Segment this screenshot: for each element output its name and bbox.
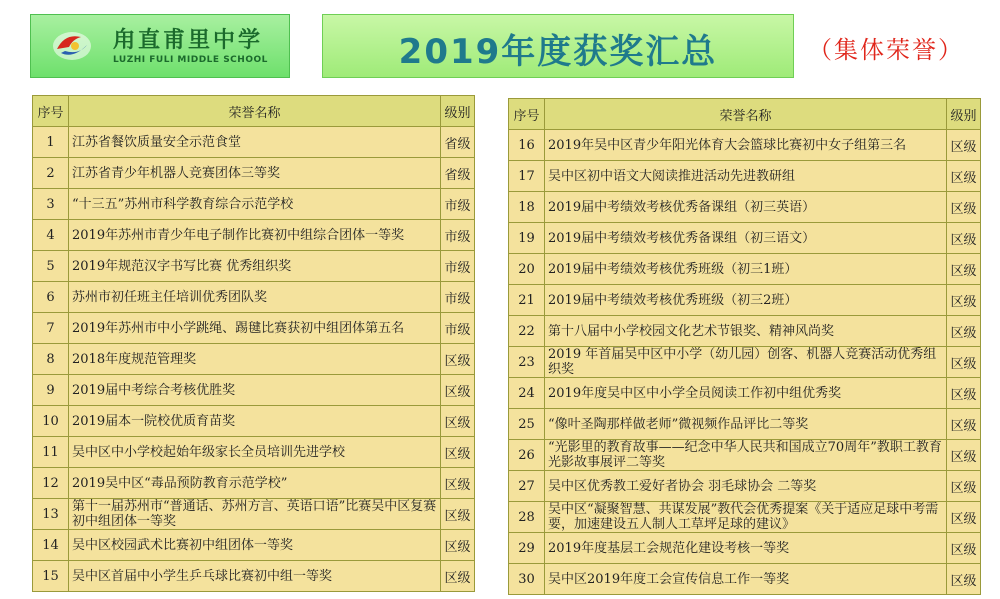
row-number: 30: [509, 564, 545, 595]
table-row: [33, 313, 475, 344]
honor-level: 区级: [947, 533, 981, 564]
honor-name: 2019 年首届吴中区中小学（幼儿园）创客、机器人竞赛活动优秀组织奖: [545, 347, 947, 378]
table-row: [33, 561, 475, 592]
honor-level: 区级: [441, 530, 475, 561]
header-num: 序号: [33, 96, 69, 127]
page-title: 2019年度获奖汇总: [398, 32, 718, 72]
table-row: [33, 189, 475, 220]
table-row: [33, 344, 475, 375]
table-row: [509, 471, 981, 502]
table-row: [509, 409, 981, 440]
honor-level: 省级: [441, 158, 475, 189]
honor-name: 苏州市初任班主任培训优秀团队奖: [69, 282, 441, 313]
table-row: [509, 502, 981, 533]
row-number: 25: [509, 409, 545, 440]
table-row: [33, 220, 475, 251]
honor-name: 江苏省餐饮质量安全示范食堂: [69, 127, 441, 158]
table-row: [33, 282, 475, 313]
honors-table-left: [32, 95, 475, 592]
table-row: [509, 130, 981, 161]
honor-level: 区级: [947, 254, 981, 285]
row-number: 18: [509, 192, 545, 223]
table-row: [33, 499, 475, 530]
row-number: 29: [509, 533, 545, 564]
header-level: 级别: [947, 99, 981, 130]
honor-level: 区级: [947, 471, 981, 502]
honor-name: “光影里的教育故事——纪念中华人民共和国成立70周年”教职工教育光影故事展评二等奖: [545, 440, 947, 471]
honor-level: 区级: [947, 223, 981, 254]
honor-name: 吴中区“凝聚智慧、共谋发展”教代会优秀提案《关于适应足球中考需要，加速建设五人制人工草坪足球的建议》: [545, 502, 947, 533]
school-emblem-icon: [51, 29, 93, 63]
honor-name: 2019届中考绩效考核优秀班级（初三1班）: [545, 254, 947, 285]
row-number: 10: [33, 406, 69, 437]
row-number: 20: [509, 254, 545, 285]
honor-name: 吴中区2019年度工会宣传信息工作一等奖: [545, 564, 947, 595]
honor-name: 吴中区初中语文大阅读推进活动先进教研组: [545, 161, 947, 192]
honor-level: 区级: [947, 347, 981, 378]
table-row: [509, 192, 981, 223]
honor-level: 区级: [441, 437, 475, 468]
table-row: [509, 440, 981, 471]
honor-level: 区级: [947, 440, 981, 471]
table-row: [33, 251, 475, 282]
header-num: 序号: [509, 99, 545, 130]
honor-name: “十三五”苏州市科学教育综合示范学校: [69, 189, 441, 220]
row-number: 12: [33, 468, 69, 499]
honor-name: 第十八届中小学校园文化艺术节银奖、精神风尚奖: [545, 316, 947, 347]
table-row: [509, 564, 981, 595]
honor-level: 区级: [947, 502, 981, 533]
honor-level: 区级: [947, 378, 981, 409]
honor-level: 市级: [441, 251, 475, 282]
honor-level: 市级: [441, 189, 475, 220]
table-header-row: [509, 99, 981, 130]
page-subtitle: （集体荣誉）: [808, 36, 964, 64]
row-number: 27: [509, 471, 545, 502]
school-logo-banner: [30, 14, 290, 78]
honor-name: 2019年苏州市中小学跳绳、踢毽比赛获初中组团体第五名: [69, 313, 441, 344]
row-number: 7: [33, 313, 69, 344]
school-name-en: LUZHI FULI MIDDLE SCHOOL: [113, 55, 268, 65]
honor-name: 吴中区中小学校起始年级家长全员培训先进学校: [69, 437, 441, 468]
header-level: 级别: [441, 96, 475, 127]
header-name: 荣誉名称: [69, 96, 441, 127]
honor-name: 第十一届苏州市“普通话、苏州方言、英语口语”比赛吴中区复赛初中组团体一等奖: [69, 499, 441, 530]
honor-level: 区级: [441, 406, 475, 437]
honor-name: 2019届本一院校优质育苗奖: [69, 406, 441, 437]
table-row: [509, 285, 981, 316]
title-banner: [322, 14, 794, 78]
table-row: [33, 158, 475, 189]
honor-name: 2019届中考绩效考核优秀备课组（初三英语）: [545, 192, 947, 223]
honor-name: 吴中区校园武术比赛初中组团体一等奖: [69, 530, 441, 561]
honor-level: 区级: [947, 316, 981, 347]
honor-level: 省级: [441, 127, 475, 158]
row-number: 9: [33, 375, 69, 406]
honor-level: 区级: [947, 285, 981, 316]
table-row: [509, 347, 981, 378]
honor-level: 区级: [947, 192, 981, 223]
row-number: 5: [33, 251, 69, 282]
honor-name: “像叶圣陶那样做老师”微视频作品评比二等奖: [545, 409, 947, 440]
row-number: 22: [509, 316, 545, 347]
honor-level: 区级: [947, 564, 981, 595]
row-number: 21: [509, 285, 545, 316]
honor-level: 市级: [441, 220, 475, 251]
honor-level: 区级: [441, 561, 475, 592]
honor-name: 2019年度吴中区中小学全员阅读工作初中组优秀奖: [545, 378, 947, 409]
row-number: 24: [509, 378, 545, 409]
row-number: 14: [33, 530, 69, 561]
row-number: 15: [33, 561, 69, 592]
honor-level: 区级: [947, 161, 981, 192]
table-row: [33, 437, 475, 468]
honor-name: 2019年度基层工会规范化建设考核一等奖: [545, 533, 947, 564]
table-row: [509, 533, 981, 564]
honor-name: 2019吴中区“毒品预防教育示范学校”: [69, 468, 441, 499]
table-row: [33, 530, 475, 561]
honor-name: 2019届中考绩效考核优秀班级（初三2班）: [545, 285, 947, 316]
table-row: [509, 378, 981, 409]
table-row: [509, 223, 981, 254]
honor-name: 吴中区首届中小学生乒乓球比赛初中组一等奖: [69, 561, 441, 592]
table-row: [33, 406, 475, 437]
row-number: 19: [509, 223, 545, 254]
honor-level: 区级: [947, 409, 981, 440]
row-number: 26: [509, 440, 545, 471]
row-number: 4: [33, 220, 69, 251]
table-row: [509, 161, 981, 192]
honor-level: 区级: [441, 468, 475, 499]
honor-level: 区级: [441, 499, 475, 530]
honor-name: 2019届中考绩效考核优秀备课组（初三语文）: [545, 223, 947, 254]
honor-level: 市级: [441, 313, 475, 344]
honor-name: 吴中区优秀教工爱好者协会 羽毛球协会 二等奖: [545, 471, 947, 502]
row-number: 16: [509, 130, 545, 161]
honor-level: 区级: [441, 375, 475, 406]
row-number: 13: [33, 499, 69, 530]
honor-name: 2018年度规范管理奖: [69, 344, 441, 375]
header-name: 荣誉名称: [545, 99, 947, 130]
row-number: 28: [509, 502, 545, 533]
row-number: 6: [33, 282, 69, 313]
honor-name: 2019年规范汉字书写比赛 优秀组织奖: [69, 251, 441, 282]
table-row: [509, 316, 981, 347]
table-row: [509, 254, 981, 285]
honor-level: 区级: [947, 130, 981, 161]
honor-name: 2019届中考综合考核优胜奖: [69, 375, 441, 406]
honor-level: 区级: [441, 344, 475, 375]
table-row: [33, 127, 475, 158]
row-number: 11: [33, 437, 69, 468]
table-row: [33, 375, 475, 406]
table-row: [33, 468, 475, 499]
school-name-cn: 甪直甫里中学: [113, 27, 264, 53]
honor-name: 2019年苏州市青少年电子制作比赛初中组综合团体一等奖: [69, 220, 441, 251]
row-number: 8: [33, 344, 69, 375]
honors-table-right: [508, 98, 981, 595]
honor-name: 江苏省青少年机器人竞赛团体三等奖: [69, 158, 441, 189]
honor-name: 2019年吴中区青少年阳光体育大会篮球比赛初中女子组第三名: [545, 130, 947, 161]
row-number: 3: [33, 189, 69, 220]
row-number: 2: [33, 158, 69, 189]
honor-level: 市级: [441, 282, 475, 313]
row-number: 17: [509, 161, 545, 192]
table-header-row: [33, 96, 475, 127]
row-number: 1: [33, 127, 69, 158]
row-number: 23: [509, 347, 545, 378]
